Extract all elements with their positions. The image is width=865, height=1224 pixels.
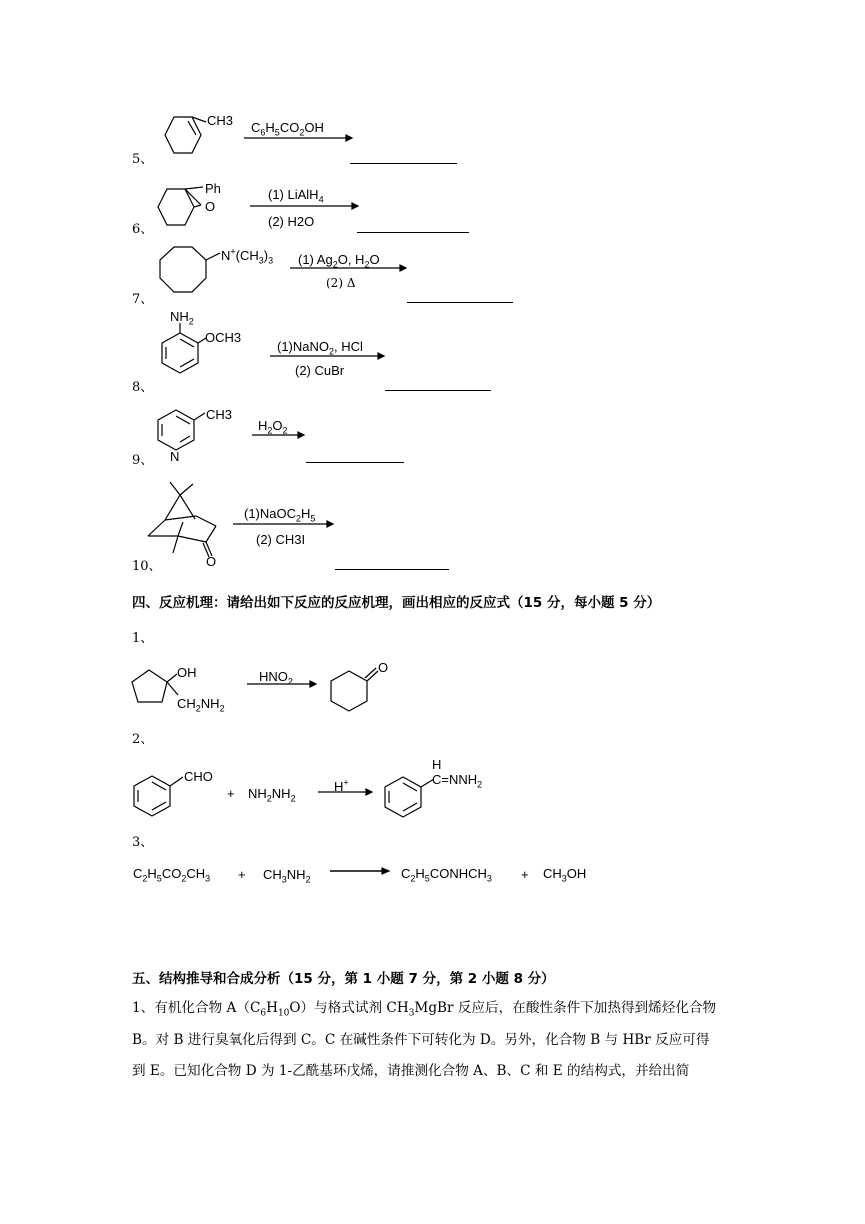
substituent-label: Ph [205,181,221,196]
benzaldehyde-structure [134,776,183,816]
section-heading: 四、反应机理：请给出如下反应的反应机理，画出相应的反应式（15 分，每小题 5 分） [132,595,661,611]
carbonyl-oxygen-label: O [378,660,389,675]
reagent-label: $(1)NaOC_2H_5$ [244,506,316,524]
section-heading: 五、结构推导和合成分析（15 分，第 1 小题 7 分，第 2 小题 8 分） [132,971,555,987]
cyclohexene-structure [165,117,206,153]
substituent-label: CH3 [206,407,233,422]
problem-number: 7、 [132,292,154,307]
substituent-label: OH [177,665,197,680]
answer-blank[interactable] [335,569,449,570]
cyclooctane-structure [160,247,220,292]
catalyst-label: H+ [334,777,349,794]
reagent-label: (2) H2O [268,214,315,229]
substituent-label: $NH_2$ [170,309,194,327]
benzene-structure [162,323,206,373]
substituent-label: CH3 [207,113,234,128]
reagent-label: (1) LiAlH$_4$ [268,187,324,205]
paragraph-line: B。对 B 进行臭氧化后得到 C。C 在碱性条件下可转化为 D。另外，化合物 B 与 HBr 反应可得 [132,1031,710,1048]
answer-blank[interactable] [385,390,491,391]
cyclopentane-structure [132,670,178,702]
reagent-molecule: $NH_2NH_2$ [248,786,296,804]
substituent-label: $N^+(CH_3)_3$ [221,246,274,266]
epoxide-structure [158,187,203,225]
substituent-label: H [432,757,442,772]
product-formula: $C_2H_5CONHCH_3$ [401,866,492,884]
reactant-formula: $CH_3NH_2$ [263,867,311,885]
reagent-label: (2) CuBr [295,363,345,378]
ring-atom-label: O [206,554,217,569]
reactant-formula: $C_2H_5CO_2CH_3$ [133,866,211,884]
substituent-label: $CH_2NH_2$ [177,696,225,714]
pyridine-structure [158,410,205,450]
paragraph-line: 到 E。已知化合物 D 为 1-乙酰基环戊烯，请推测化合物 A、B、C 和 E 的结构式，并给出简 [132,1063,690,1079]
item-number: 2、 [132,732,154,747]
substituent-label: CHO [184,769,213,784]
product-formula: $CH_3OH$ [543,866,587,884]
problem-number: 5、 [132,152,154,167]
plus-sign: + [238,867,246,882]
substituent-label: $C=NNH_2$ [432,772,483,790]
reagent-label: (2) CH3I [256,532,306,547]
reagent-label: $H_2O_2$ [258,418,288,436]
reagent-label: (1) $Ag_2O$, $H_2O$ [298,252,380,270]
hydrazone-benzene-structure [385,777,434,817]
problem-paragraph [132,993,737,1088]
cyclohexanone-structure [331,668,378,711]
plus-sign: + [227,786,235,801]
ring-atom-label: N [170,449,180,464]
problem-number: 6、 [132,222,154,237]
problem-number: 8、 [132,380,154,395]
substituent-label: OCH3 [205,330,242,345]
answer-blank[interactable] [306,462,404,463]
problem-number: 10、 [132,559,162,574]
camphor-structure [148,482,216,557]
answer-blank[interactable] [350,163,457,164]
reagent-label: (2) Δ [326,276,356,290]
reagent-label: $C_6H_5CO_2OH$ [251,120,324,138]
plus-sign: + [521,867,529,882]
answer-blank[interactable] [407,302,513,303]
item-number: 1、 [132,631,154,646]
paragraph-line: 1、有机化合物 $A(C_6H_{10}O)$与格式试剂 $CH_3MgBr$ 反应后，在酸性条件下加热得到烯烃化合物 [132,1000,717,1019]
reagent-label: (1)NaNO$_2$, HCl [277,339,363,357]
ring-atom-label: O [205,199,216,214]
problem-number: 9、 [132,453,154,468]
reagent-label: $HNO_2$ [259,669,293,687]
answer-blank[interactable] [357,232,469,233]
item-number: 3、 [132,835,154,850]
